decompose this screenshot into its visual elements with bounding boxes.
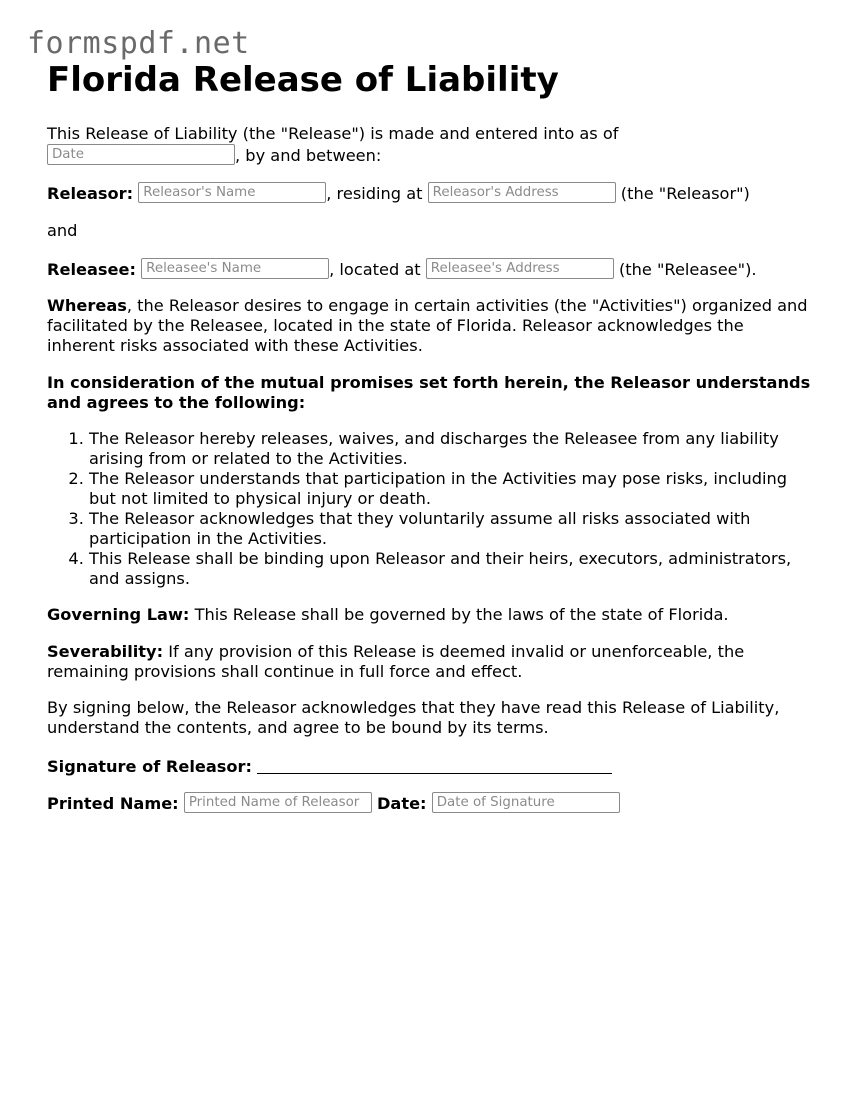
printed-name-label: Printed Name: xyxy=(47,794,179,813)
releasee-address-field[interactable]: Releasee's Address xyxy=(426,258,614,279)
term-item-4: 4. This Release shall be binding upon Releasor and their heirs, executors, administrators, and assigns. xyxy=(89,549,815,589)
printed-name-line xyxy=(47,792,815,814)
releasee-mid-text: , located at xyxy=(329,260,421,279)
releasor-end-text: (the "Releasor") xyxy=(620,184,750,203)
signature-line xyxy=(47,755,815,777)
signature-label: Signature of Releasor: xyxy=(47,757,253,776)
releasor-mid-text: , residing at xyxy=(326,184,423,203)
intro-text-after: , by and between: xyxy=(235,146,382,165)
term-item-3: 3. The Releasor acknowledges that they voluntarily assume all risks associated with participation in the Activities. xyxy=(89,509,815,549)
releasee-name-field[interactable]: Releasee's Name xyxy=(141,258,329,279)
governing-law-label: Governing Law: xyxy=(47,605,190,624)
severability-paragraph xyxy=(47,642,815,682)
severability-label: Severability: xyxy=(47,642,164,661)
whereas-paragraph xyxy=(47,296,815,356)
term-item-2: 2. The Releasor understands that participation in the Activities may pose risks, including but not limited to physical injury or death. xyxy=(89,469,815,509)
releasor-line xyxy=(47,182,815,204)
intro-text: This Release of Liability (the "Release") is made and entered into as of xyxy=(47,124,619,143)
acknowledgment-text: By signing below, the Releasor acknowledges that they have read this Release of Liability, understand the contents, and agree to be bound by its terms. xyxy=(47,698,780,737)
releasor-name-field[interactable]: Releasor's Name xyxy=(138,182,326,203)
governing-law-text: This Release shall be governed by the laws of the state of Florida. xyxy=(189,605,729,624)
consideration-text: In consideration of the mutual promises set forth herein, the Releasor understands and agrees to the following: xyxy=(47,373,811,412)
date-label: Date: xyxy=(376,794,427,813)
term-item-1: 1. The Releasor hereby releases, waives, and discharges the Releasee from any liability arising from or related to the Activities. xyxy=(89,429,815,469)
document-title: Florida Release of Liability xyxy=(47,60,559,100)
signature-field[interactable] xyxy=(257,755,612,774)
releasor-label: Releasor: xyxy=(47,184,134,203)
releasee-label: Releasee: xyxy=(47,260,136,279)
whereas-label: Whereas xyxy=(47,296,127,315)
and-text: and xyxy=(47,221,78,240)
severability-text: If any provision of this Release is deemed invalid or unenforceable, the remaining provisions shall continue in full force and effect. xyxy=(47,642,745,681)
signature-date-field[interactable]: Date of Signature xyxy=(432,792,620,813)
consideration-heading xyxy=(47,373,815,413)
terms-list xyxy=(47,429,815,589)
site-watermark: formspdf.net xyxy=(27,26,250,61)
governing-law-paragraph xyxy=(47,605,815,625)
terms-list-container xyxy=(47,429,815,589)
intro-paragraph xyxy=(47,124,815,166)
whereas-text: , the Releasor desires to engage in certain activities (the "Activities") organized and facilitated by the Releasee, located in the state of Florida. Releasor acknowledges the inherent risks associated with these Activities. xyxy=(47,296,808,355)
and-line xyxy=(47,221,815,241)
releasor-address-field[interactable]: Releasor's Address xyxy=(428,182,616,203)
date-field[interactable]: Date xyxy=(47,144,235,165)
acknowledgment-paragraph xyxy=(47,698,815,738)
releasee-end-text: (the "Releasee"). xyxy=(618,260,757,279)
printed-name-field[interactable]: Printed Name of Releasor xyxy=(184,792,372,813)
releasee-line xyxy=(47,258,815,280)
